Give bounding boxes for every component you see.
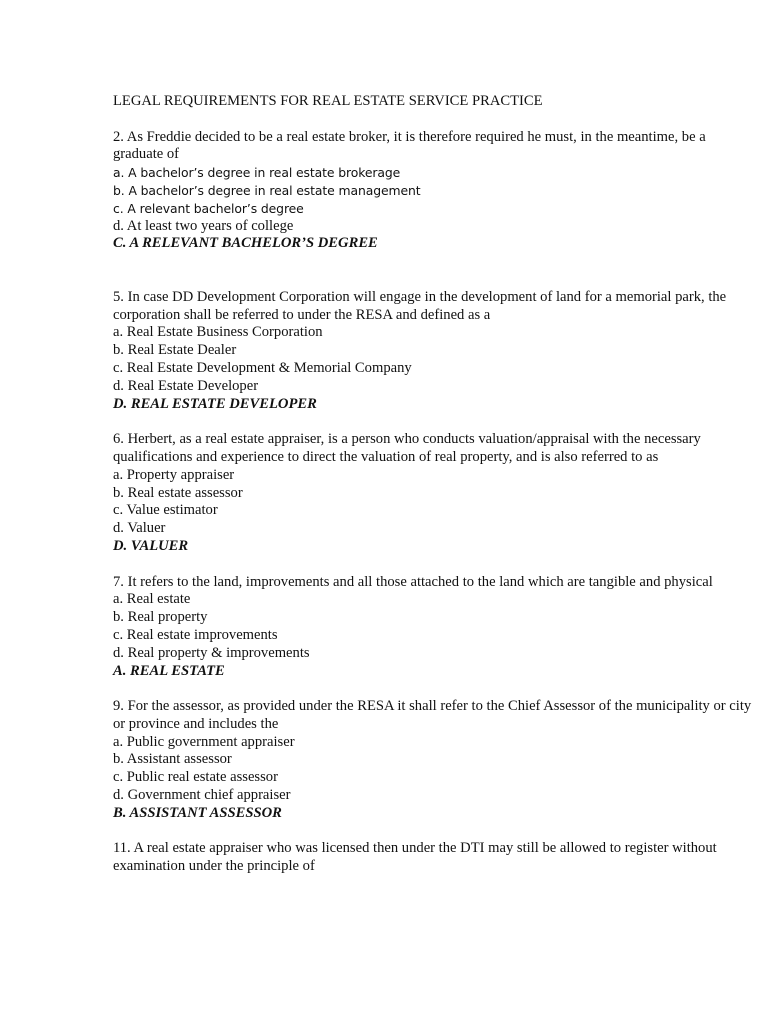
question-text: 11. A real estate appraiser who was licensed then under the DTI may still be allowed to register without examination under the principle of <box>113 840 717 875</box>
question-item <box>113 289 753 414</box>
question-item <box>113 431 753 556</box>
option-c: c. A relevant bachelor’s degree <box>113 200 304 216</box>
option-a: a. Real estate <box>113 591 191 608</box>
question-text: 5. In case DD Development Corporation will engage in the development of land for a memorial park, the corporation shall be referred to under the RESA and defined as a <box>113 288 727 323</box>
question-text: 7. It refers to the land, improvements and all those attached to the land which are tangible and physical <box>113 573 713 590</box>
option-a: a. A bachelor’s degree in real estate brokerage <box>113 165 401 181</box>
option-b: b. Assistant assessor <box>113 751 232 768</box>
spacer <box>113 680 753 698</box>
document-title: LEGAL REQUIREMENTS FOR REAL ESTATE SERVICE PRACTICE <box>113 93 543 109</box>
option-b: b. A bachelor’s degree in real estate management <box>113 182 421 198</box>
option-d: d. Valuer <box>113 520 166 537</box>
question-item <box>113 574 753 681</box>
document-page <box>113 93 753 876</box>
option-c: c. Public real estate assessor <box>113 769 278 786</box>
option-c: c. Real estate improvements <box>113 626 278 643</box>
option-c: c. Value estimator <box>113 502 218 519</box>
option-b: b. Real property <box>113 609 208 626</box>
question-text: 2. As Freddie decided to be a real estate broker, it is therefore required he must, in the meantime, be a graduate of <box>113 128 706 163</box>
option-b: b. Real Estate Dealer <box>113 342 237 359</box>
option-d: d. Real property & improvements <box>113 644 310 661</box>
spacer <box>113 823 753 841</box>
spacer <box>113 413 753 431</box>
question-text: 6. Herbert, as a real estate appraiser, is a person who conducts valuation/appraisal with the necessary qualifications and experience to direct the valuation of real property, and is also referred to as <box>113 431 701 465</box>
spacer <box>113 253 753 289</box>
question-item <box>113 129 753 254</box>
option-c: c. Real Estate Development & Memorial Company <box>113 359 412 376</box>
option-a: a. Public government appraiser <box>113 733 295 750</box>
option-d: d. Real Estate Developer <box>113 377 259 394</box>
answer-text: D. REAL ESTATE DEVELOPER <box>113 395 317 412</box>
option-d: d. Government chief appraiser <box>113 787 291 804</box>
option-b: b. Real estate assessor <box>113 484 243 501</box>
spacer <box>113 556 753 574</box>
question-text: 9. For the assessor, as provided under the RESA it shall refer to the Chief Assessor of the municipality or city or province and includes the <box>113 698 752 732</box>
answer-text: D. VALUER <box>113 537 189 554</box>
option-a: a. Property appraiser <box>113 466 235 483</box>
option-d: d. At least two years of college <box>113 217 294 234</box>
answer-text: C. A RELEVANT BACHELOR’S DEGREE <box>113 235 378 252</box>
question-item <box>113 698 753 823</box>
option-a: a. Real Estate Business Corporation <box>113 324 323 341</box>
question-item <box>113 840 753 876</box>
answer-text: B. ASSISTANT ASSESSOR <box>113 804 282 821</box>
answer-text: A. REAL ESTATE <box>113 662 225 679</box>
